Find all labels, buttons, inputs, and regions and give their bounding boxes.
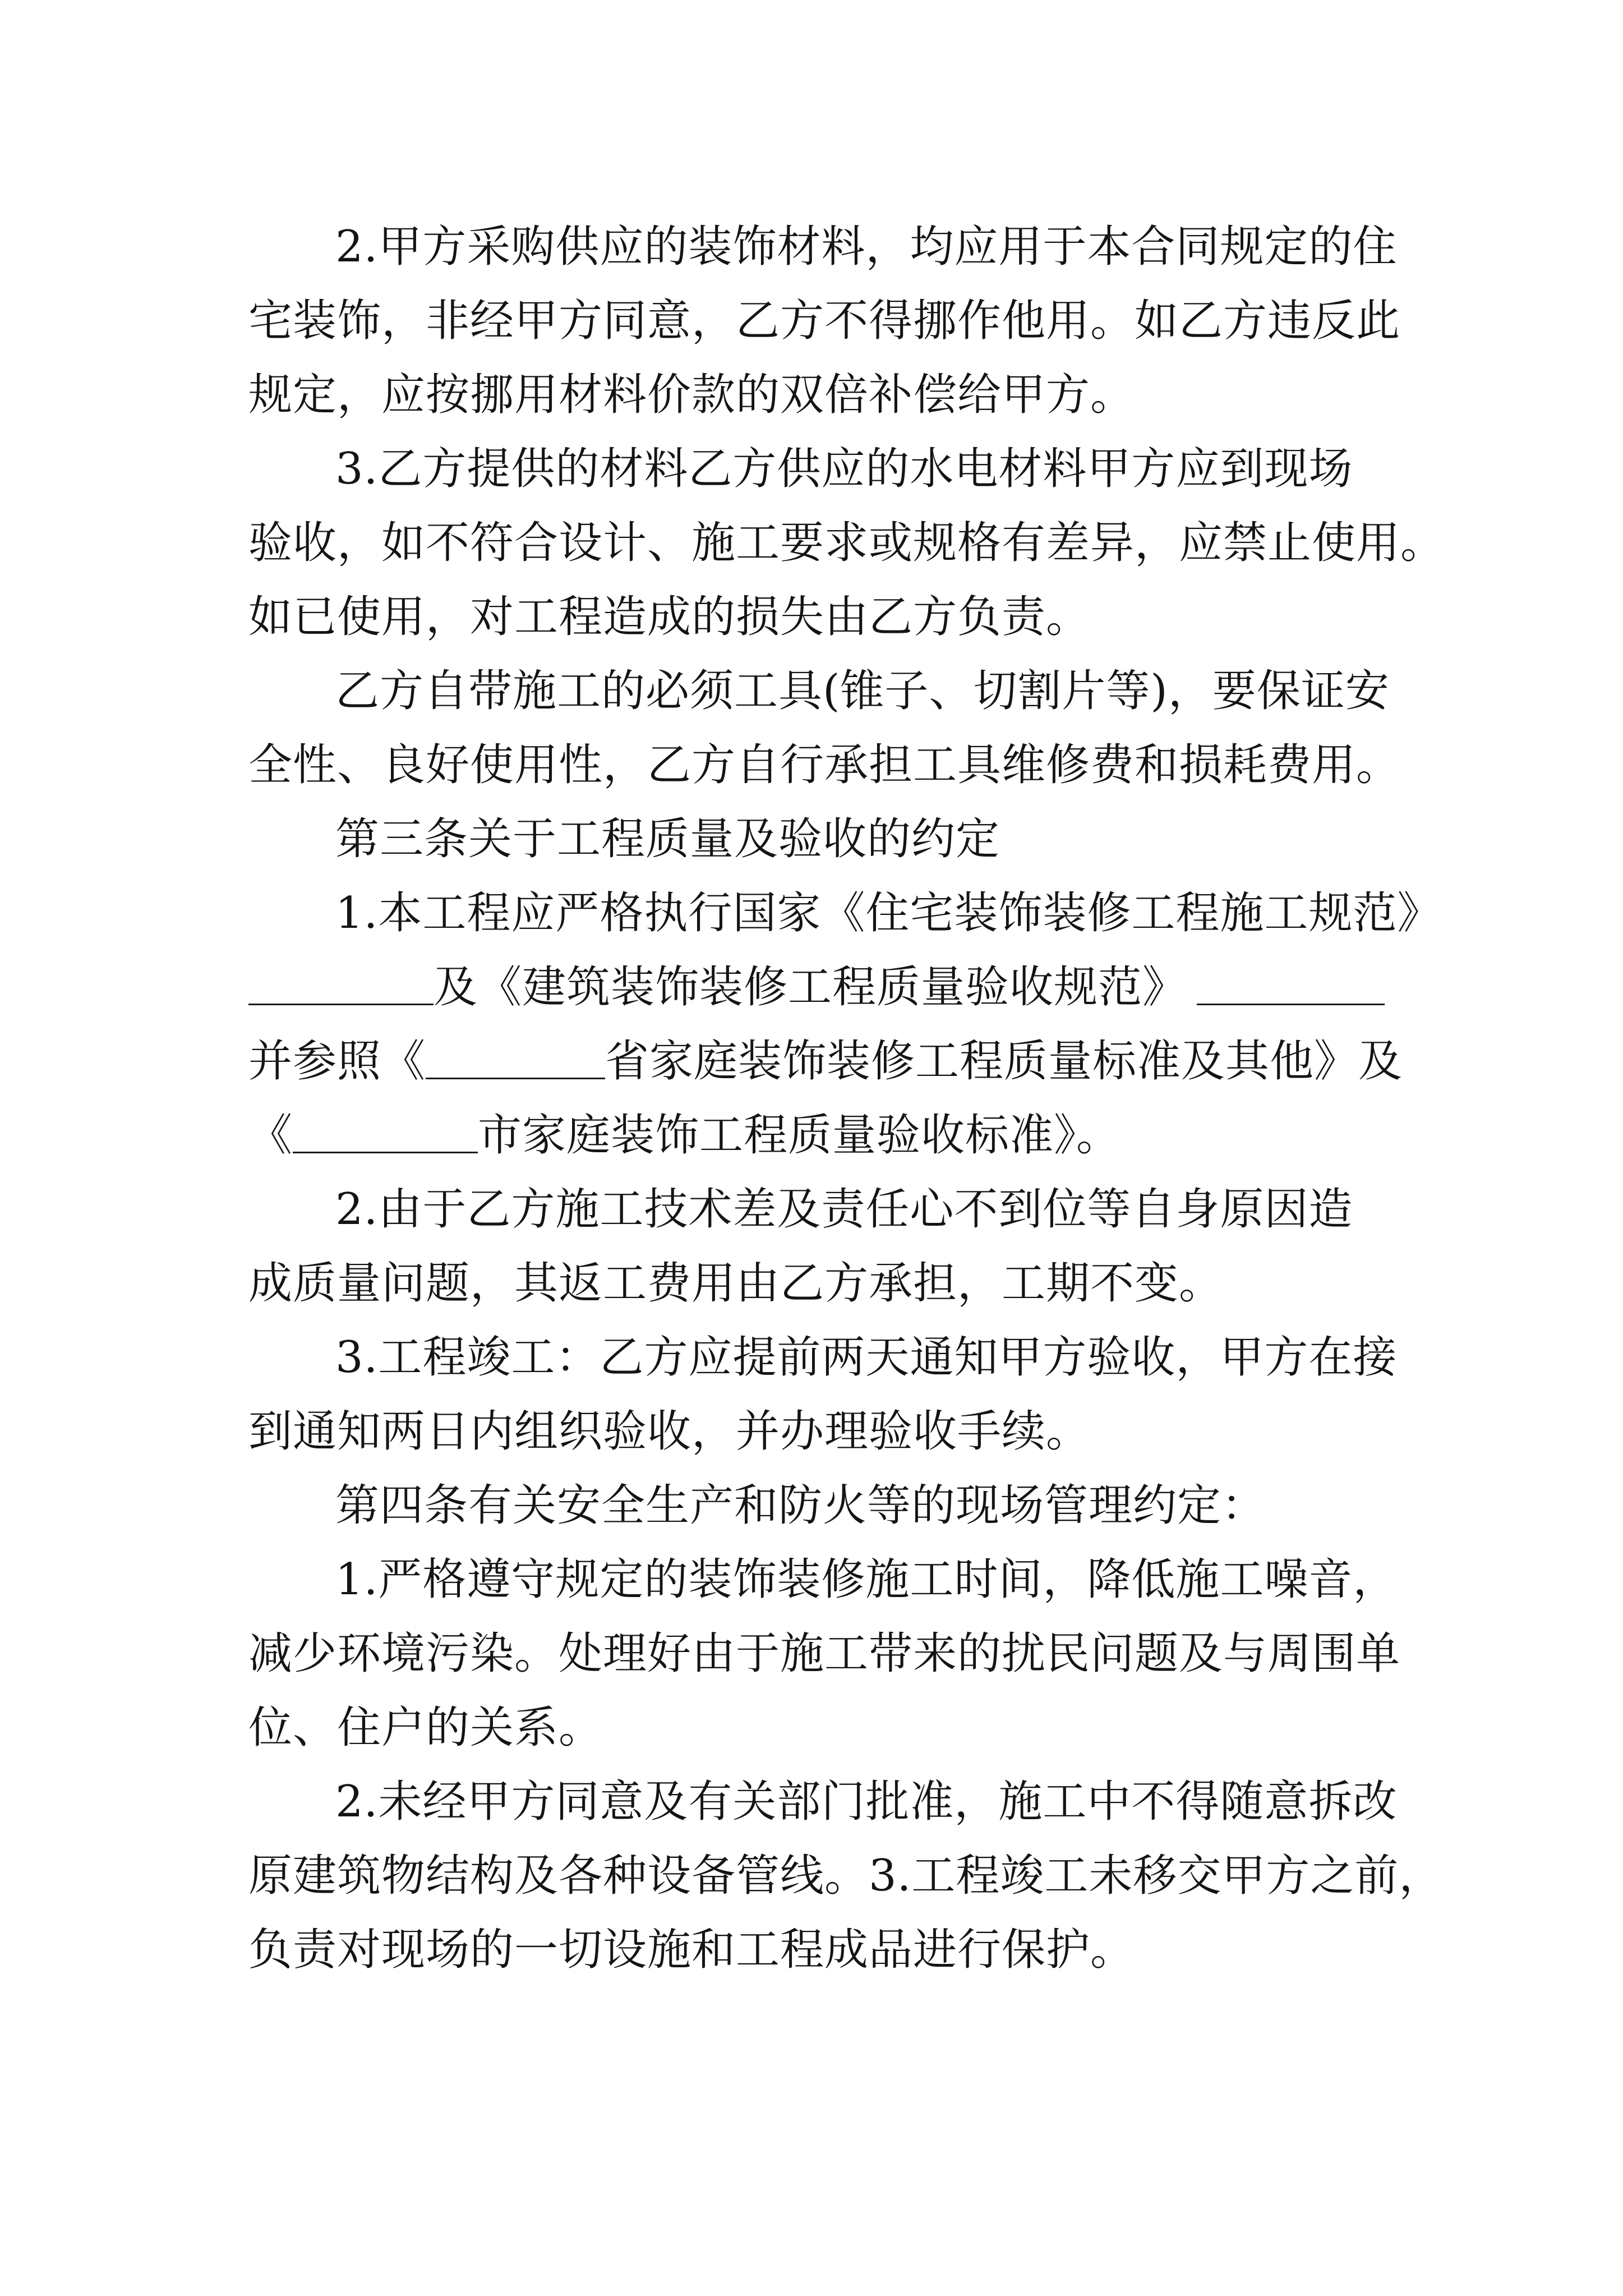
paragraph-line: 1.本工程应严格执行国家《住宅装饰装修工程施工规范》 <box>335 888 1442 938</box>
section-heading: 第三条关于工程质量及验收的约定 <box>335 814 1000 864</box>
paragraph-line-with-blanks <box>248 1028 1403 1095</box>
section-heading: 第四条有关安全生产和防火等的现场管理约定： <box>335 1480 1266 1531</box>
fill-in-blank <box>248 968 434 1005</box>
paragraph-line: 3.乙方提供的材料乙方供应的水电材料甲方应到现场 <box>335 444 1353 494</box>
paragraph-line: 到通知两日内组织验收，并办理验收手续。 <box>248 1406 1091 1457</box>
paragraph-line: 如已使用，对工程造成的损失由乙方负责。 <box>248 592 1091 642</box>
paragraph-line-with-blanks <box>248 954 1385 1021</box>
line-text: 省家庭装饰装修工程质量标准及其他》及 <box>605 1036 1403 1087</box>
paragraph-line: 负责对现场的一切设施和工程成品进行保护。 <box>248 1925 1135 1975</box>
fill-in-blank <box>426 1042 605 1079</box>
paragraph-line: 宅装饰，非经甲方同意，乙方不得挪作他用。如乙方违反此 <box>248 296 1401 346</box>
paragraph-line: 乙方自带施工的必须工具(锥子、切割片等)，要保证安 <box>335 666 1390 716</box>
paragraph-line: 2.甲方采购供应的装饰材料，均应用于本合同规定的住 <box>335 222 1398 272</box>
paragraph-line: 验收，如不符合设计、施工要求或规格有差异，应禁止使用。 <box>248 518 1445 568</box>
paragraph-line: 3.工程竣工：乙方应提前两天通知甲方验收，甲方在接 <box>335 1332 1398 1383</box>
paragraph-line: 成质量问题，其返工费用由乙方承担，工期不变。 <box>248 1258 1224 1309</box>
paragraph-line: 规定，应按挪用材料价款的双倍补偿给甲方。 <box>248 370 1135 420</box>
paragraph-line: 2.由于乙方施工技术差及责任心不到位等自身原因造 <box>335 1184 1353 1235</box>
paragraph-line: 原建筑物结构及各种设备管线。3.工程竣工未移交甲方之前， <box>248 1851 1444 1901</box>
paragraph-line: 位、住户的关系。 <box>248 1703 603 1753</box>
paragraph-line: 全性、良好使用性，乙方自行承担工具维修费和损耗费用。 <box>248 740 1401 790</box>
line-text: 《 <box>248 1110 293 1161</box>
fill-in-blank <box>1197 968 1385 1005</box>
line-text: 市家庭装饰工程质量验收标准》。 <box>478 1110 1121 1161</box>
fill-in-blank <box>293 1116 478 1153</box>
paragraph-line: 2.未经甲方同意及有关部门批准，施工中不得随意拆改 <box>335 1777 1398 1827</box>
line-text: 及《建筑装饰装修工程质量验收规范》 <box>434 962 1187 1013</box>
paragraph-line-with-blanks <box>248 1102 1121 1169</box>
paragraph-line: 1.严格遵守规定的装饰装修施工时间，降低施工噪音， <box>335 1554 1398 1605</box>
paragraph-line: 减少环境污染。处理好由于施工带来的扰民问题及与周围单 <box>248 1628 1401 1679</box>
line-text: 并参照《 <box>248 1036 426 1087</box>
